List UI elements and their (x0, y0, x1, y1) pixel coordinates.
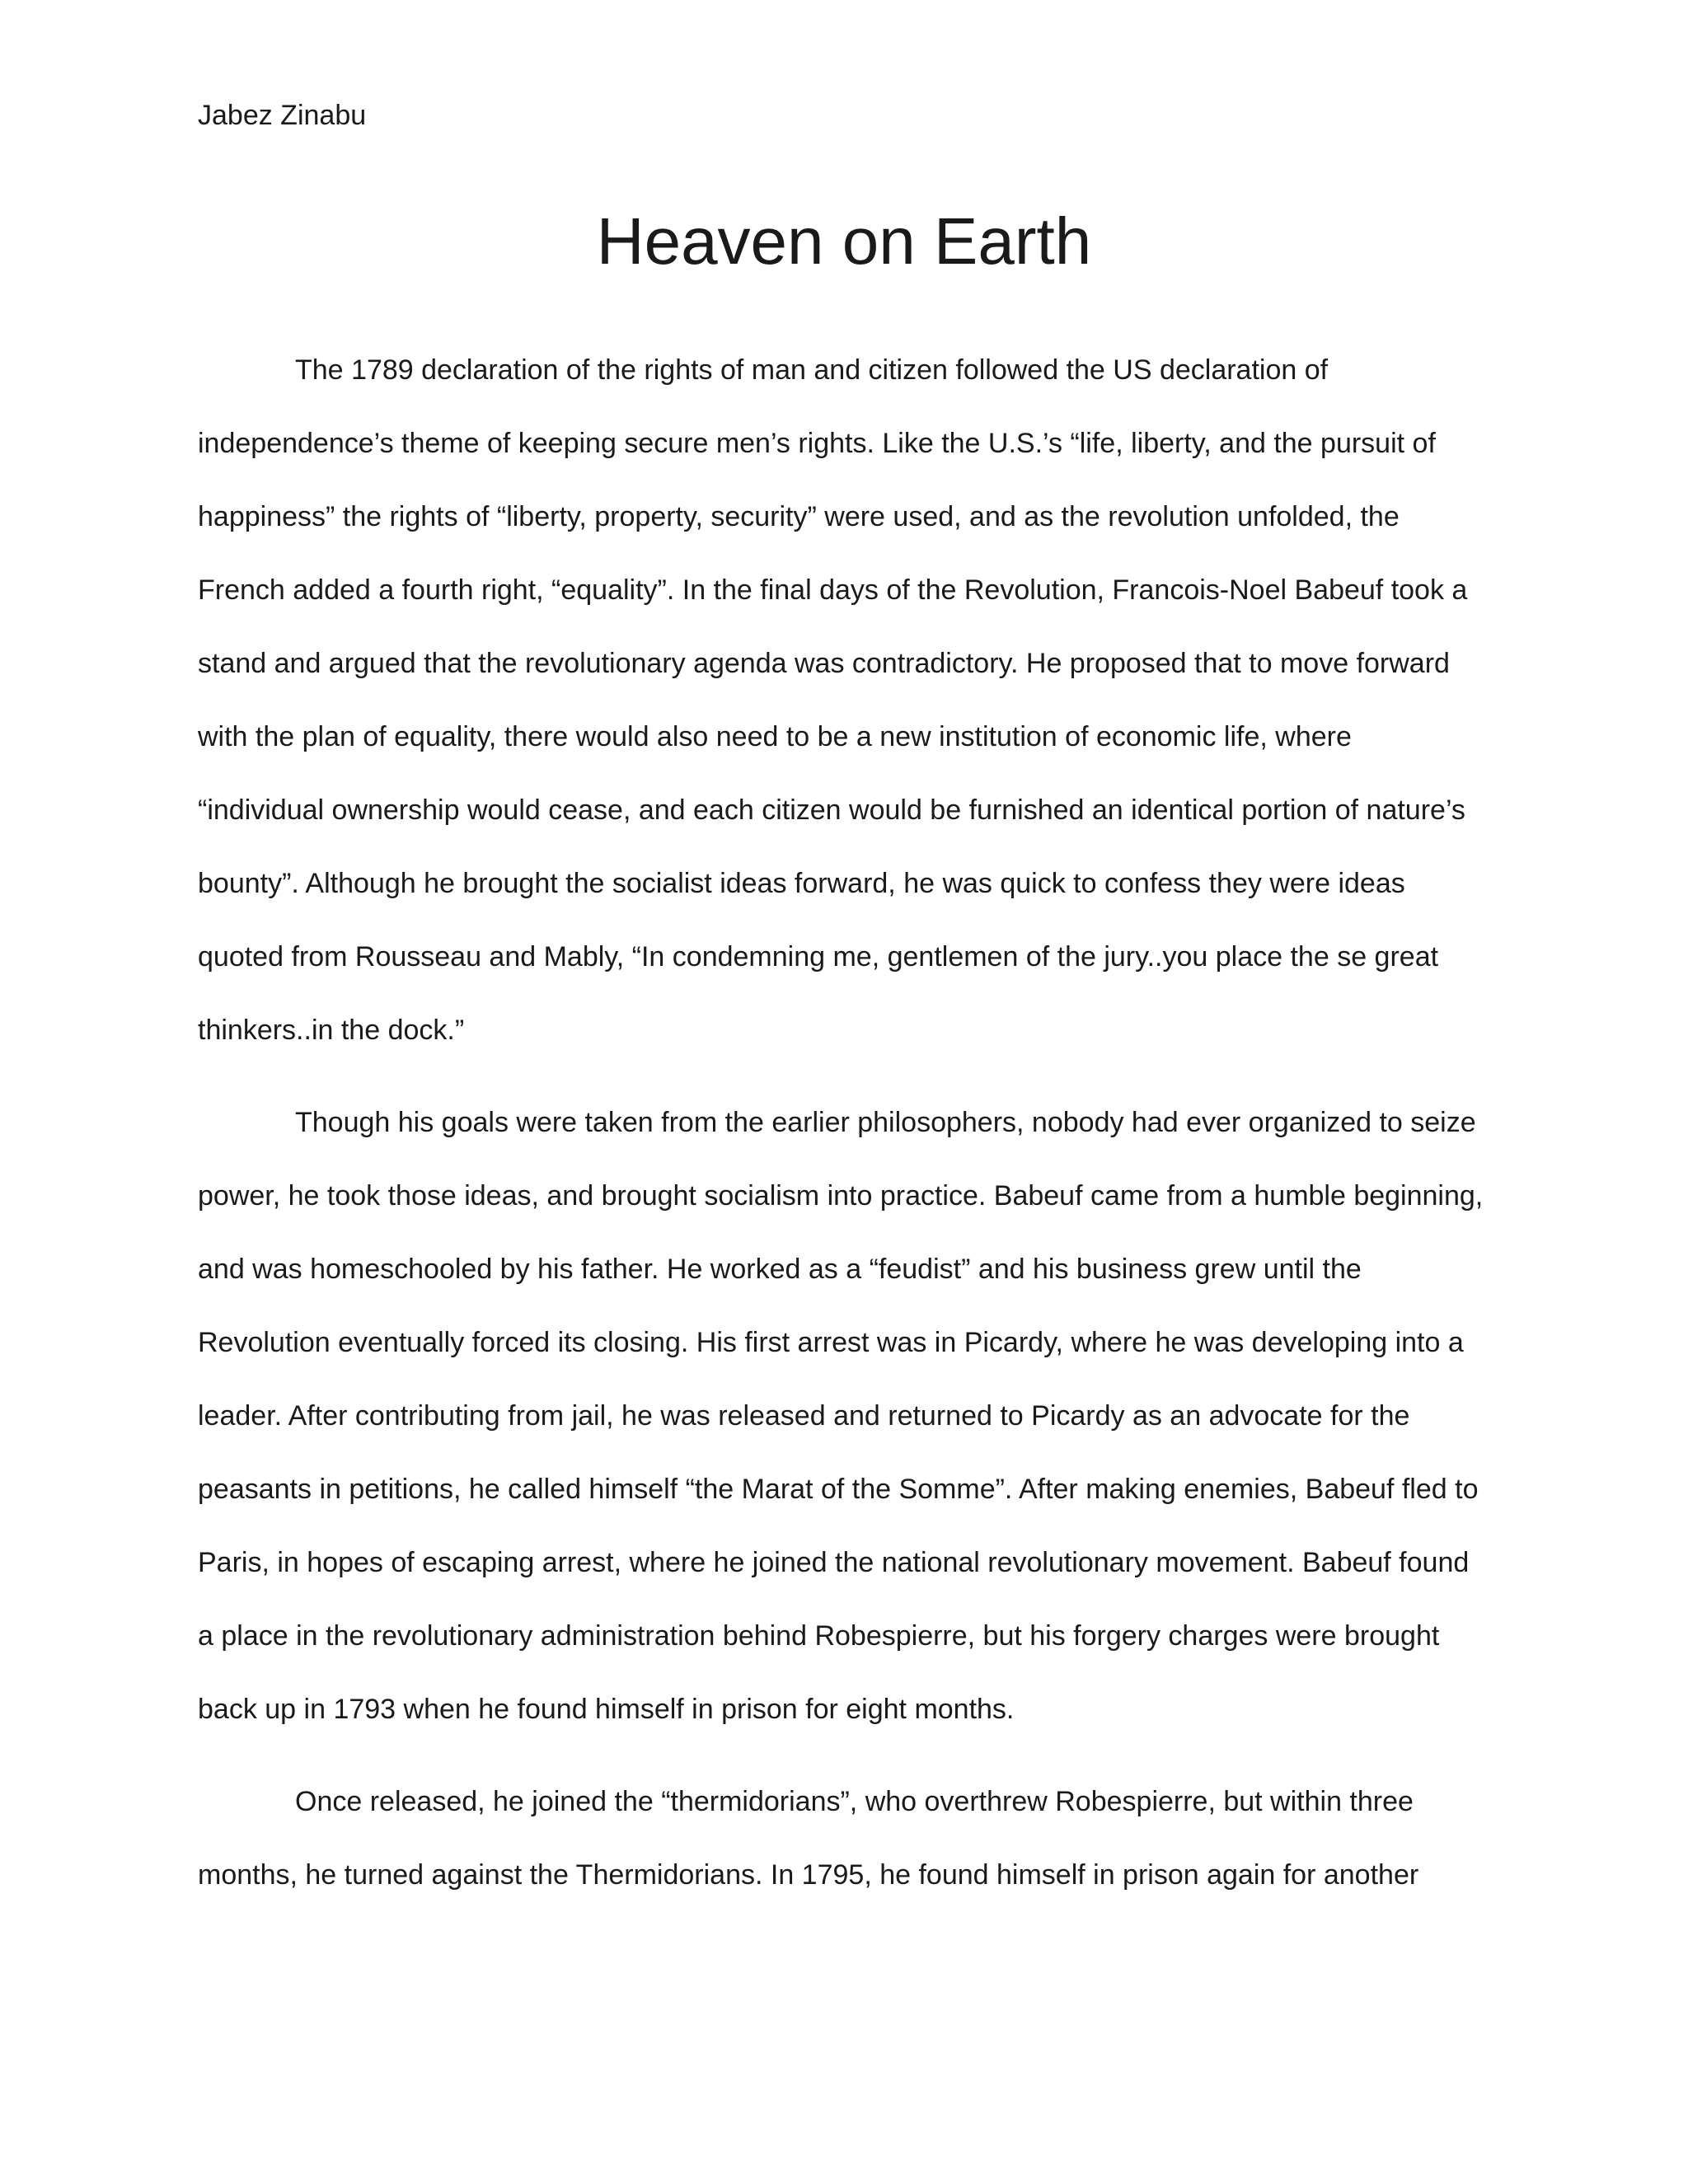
text-line: bounty”. Although he brought the socialist ideas forward, he was quick to confess they were ideas (198, 868, 1405, 899)
text-line: power, he took those ideas, and brought socialism into practice. Babeuf came from a humble beginning, (198, 1180, 1484, 1212)
text-line: independence’s theme of keeping secure men’s rights. Like the U.S.’s “life, liberty, and the pursuit of (198, 428, 1436, 459)
text-line: a place in the revolutionary administration behind Robespierre, but his forgery charges were brought (198, 1620, 1440, 1652)
author-name: Jabez Zinabu (198, 100, 367, 131)
text-line: with the plan of equality, there would also need to be a new institution of economic life, where (198, 721, 1352, 752)
text-line: and was homeschooled by his father. He worked as a “feudist” and his business grew until the (198, 1254, 1362, 1285)
text-line: Revolution eventually forced its closing. His first arrest was in Picardy, where he was developing into a (198, 1327, 1464, 1358)
text-line: leader. After contributing from jail, he was released and returned to Picardy as an advocate for the (198, 1400, 1410, 1432)
text-line: Once released, he joined the “thermidorians”, who overthrew Robespierre, but within three (295, 1786, 1414, 1817)
document-title: Heaven on Earth (596, 204, 1092, 278)
text-line: peasants in petitions, he called himself “the Marat of the Somme”. After making enemies, Babeuf fled to (198, 1474, 1479, 1505)
text-line: stand and argued that the revolutionary agenda was contradictory. He proposed that to move forward (198, 648, 1450, 679)
text-line: happiness” the rights of “liberty, property, security” were used, and as the revolution unfolded, the (198, 501, 1400, 532)
text-line: months, he turned against the Thermidorians. In 1795, he found himself in prison again for another (198, 1859, 1419, 1891)
text-line: Though his goals were taken from the earlier philosophers, nobody had ever organized to seize (295, 1107, 1476, 1138)
text-line: Paris, in hopes of escaping arrest, where he joined the national revolutionary movement. Babeuf found (198, 1547, 1470, 1578)
text-line: The 1789 declaration of the rights of man and citizen followed the US declaration of (295, 354, 1329, 386)
text-line: thinkers..in the dock.” (198, 1015, 465, 1046)
text-line: French added a fourth right, “equality”. In the final days of the Revolution, Francois-Noel Babeuf took a (198, 574, 1468, 606)
text-line: quoted from Rousseau and Mably, “In condemning me, gentlemen of the jury..you place the se great (198, 941, 1439, 972)
text-line: back up in 1793 when he found himself in prison for eight months. (198, 1694, 1015, 1725)
text-line: “individual ownership would cease, and each citizen would be furnished an identical portion of nature’s (198, 794, 1465, 826)
